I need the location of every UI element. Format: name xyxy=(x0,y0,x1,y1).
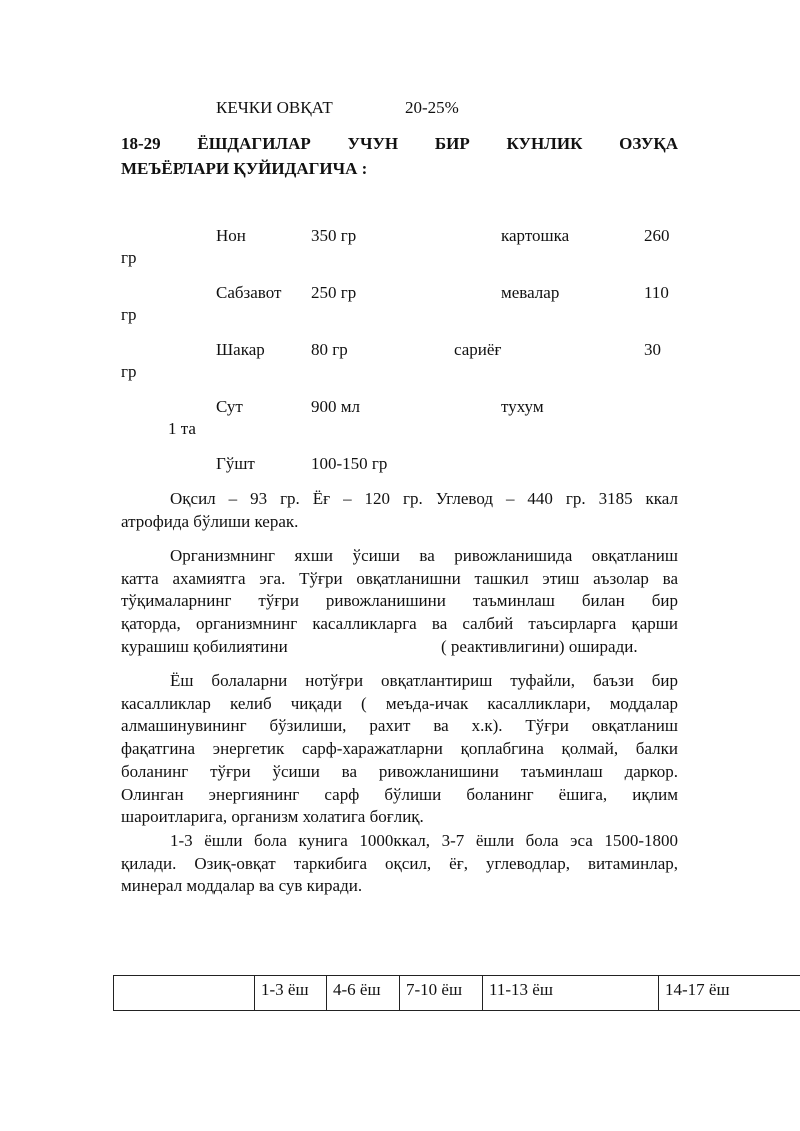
age-table xyxy=(113,975,800,1011)
norm-amount: 100-150 гр xyxy=(311,454,388,473)
norm-name-2: мевалар xyxy=(501,283,560,302)
norm-name: Сабзавот xyxy=(216,283,282,302)
table-cell: 14-17 ёш xyxy=(659,976,800,1011)
text-line: курашиш қобилиятини xyxy=(121,636,288,656)
text-line: тўқималарнинг тўғри ривожланишини таъминлаш билан бир xyxy=(121,591,678,611)
title-line-1: 18-29 ЁШДАГИЛАР УЧУН БИР КУНЛИК ОЗУҚА xyxy=(121,134,678,153)
norm-name: Сут xyxy=(216,397,243,416)
norm-name: Шакар xyxy=(216,340,265,359)
table-row xyxy=(114,976,800,1011)
text-line: фақатгина энергетик сарф-харажатларни қоплабгина қолмай, балки xyxy=(121,739,678,759)
text-line: алмашинувининг бўзилиши, рахит ва х.к). Тўғри овқатланиш xyxy=(121,716,678,736)
norm-amount: 80 гр xyxy=(311,340,348,359)
norm-name: Гўшт xyxy=(216,454,255,473)
paragraph-nutrients xyxy=(121,488,678,533)
norm-name-2: тухум xyxy=(501,397,544,416)
meal-label: КЕЧКИ ОВҚАТ xyxy=(216,98,333,117)
norm-name: Нон xyxy=(216,226,246,245)
text-line: Олинган энергиянинг сарф бўлиши боланинг ёшига, иқлим xyxy=(121,784,678,804)
table-cell: 1-3 ёш xyxy=(255,976,327,1011)
norm-unit-wrap: гр xyxy=(121,305,137,324)
text-line: Организмнинг яхши ўсиши ва ривожланишида овқатланиш xyxy=(170,546,678,565)
norm-unit-wrap: гр xyxy=(121,362,137,381)
norm-amount: 350 гр xyxy=(311,226,357,245)
text-line: атрофида бўлиши керак. xyxy=(121,511,299,531)
page-title xyxy=(121,131,678,181)
meal-percent: 20-25% xyxy=(405,98,459,117)
table-cell: 7-10 ёш xyxy=(400,976,483,1011)
norm-name-2: сариёғ xyxy=(454,340,502,359)
table-cell: 11-13 ёш xyxy=(483,976,659,1011)
text-line: шароитларига, организм холатига боғлиқ. xyxy=(121,807,424,827)
norm-unit-wrap: гр xyxy=(121,248,137,267)
norm-amount-2: 30 xyxy=(644,340,661,359)
text-line: ( реактивлигини) оширади. xyxy=(441,636,638,656)
norm-name-2: картошка xyxy=(501,226,570,245)
paragraph-growth xyxy=(121,545,678,659)
text-line: 1-3 ёшли бола кунига 1000ккал, 3-7 ёшли бола эса 1500-1800 xyxy=(170,831,678,850)
text-line: қилади. Озиқ-овқат таркибига оқсил, ёғ, углеводлар, витаминлар, xyxy=(121,853,678,873)
text-line: Оқсил – 93 гр. Ёғ – 120 гр. Углевод – 440 гр. 3185 ккал xyxy=(170,489,678,508)
text-line: минерал моддалар ва сув киради. xyxy=(121,876,363,896)
text-line: боланинг тўғри ўсиши ва ривожланишини таъминлаш даркор. xyxy=(121,761,678,781)
text-line: Ёш болаларни нотўғри овқатлантириш туфайли, баъзи бир xyxy=(170,671,678,690)
norm-amount-2: 260 xyxy=(644,226,670,245)
table-cell: 4-6 ёш xyxy=(327,976,400,1011)
paragraph-calories xyxy=(121,830,678,898)
norm-amount-2: 110 xyxy=(644,283,669,302)
paragraph-diseases xyxy=(121,670,678,829)
text-line: катта ахамиятга эга. Тўғри овқатланишни ташкил этиш аъзолар ва xyxy=(121,568,678,588)
norm-amount: 900 мл xyxy=(311,397,360,416)
table-cell xyxy=(114,976,255,1011)
text-line: қаторда, организмнинг касалликларга ва салбий таъсирларга қарши xyxy=(121,614,678,634)
norm-amount: 250 гр xyxy=(311,283,357,302)
title-line-2: МЕЪЁРЛАРИ ҚУЙИДАГИЧА : xyxy=(121,159,368,178)
text-line: касалликлар келиб чиқади ( меъда-ичак касалликлари, моддалар xyxy=(121,693,678,713)
norm-unit-wrap: 1 та xyxy=(168,419,196,438)
